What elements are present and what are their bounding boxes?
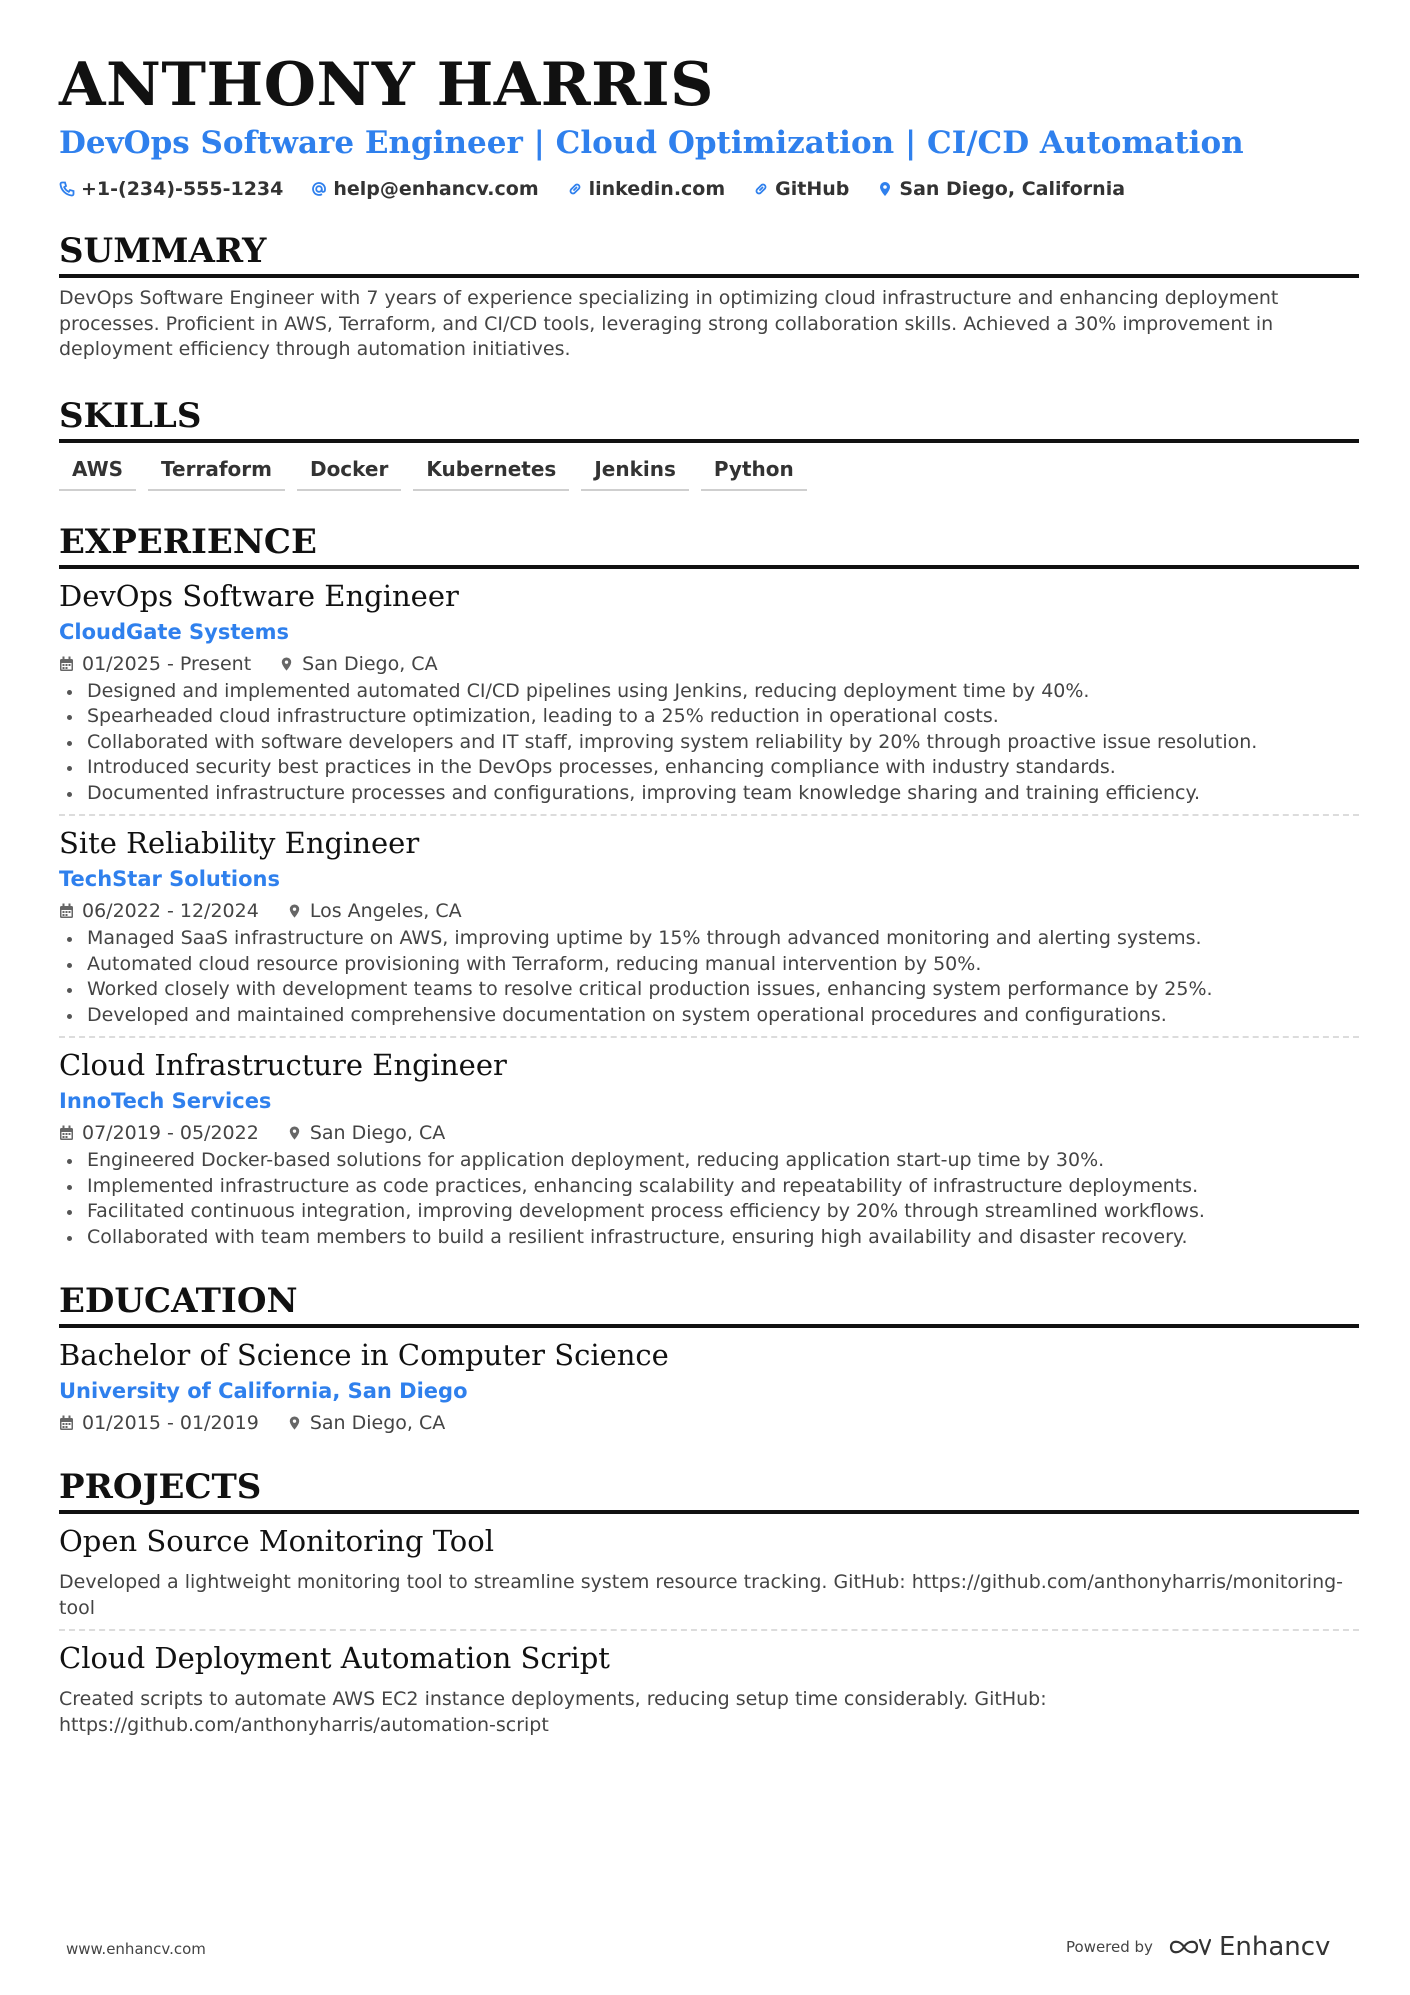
company-name: TechStar Solutions: [59, 867, 280, 891]
footer-branding: [1066, 1932, 1330, 1962]
project-entry: [59, 1522, 1359, 1621]
contact-email[interactable]: [311, 178, 538, 200]
github-text: GitHub: [775, 178, 850, 200]
location-pin-icon: [279, 656, 294, 672]
link-icon: [753, 181, 769, 197]
skill-tag: Kubernetes: [413, 457, 569, 491]
skill-tag: AWS: [59, 457, 136, 491]
projects-heading: PROJECTS: [59, 1466, 1359, 1514]
job-title: Cloud Infrastructure Engineer: [59, 1048, 507, 1082]
at-icon: [311, 181, 327, 197]
bullet-item: Collaborated with team members to build a resilient infrastructure, ensuring high availability and disaster recovery.: [59, 1225, 1359, 1251]
location-text: San Diego, California: [899, 178, 1126, 200]
job-meta: [59, 1120, 1359, 1146]
education-dates: [59, 1410, 259, 1436]
project-description: Created scripts to automate AWS EC2 instance deployments, reducing setup time considerably. GitHub: https://github.com/anthonyharris/automation-script: [59, 1688, 1047, 1736]
education-location: [287, 1410, 445, 1436]
entry-divider: [59, 1629, 1359, 1631]
experience-section: [59, 521, 1359, 1251]
bullet-item: Facilitated continuous integration, improving development process efficiency by 20% through streamlined workflows.: [59, 1199, 1359, 1225]
skill-tag: Terraform: [148, 457, 285, 491]
job-location: [287, 1120, 445, 1146]
location-pin-icon: [287, 903, 302, 919]
skill-tag: Python: [701, 457, 807, 491]
bullet-item: Designed and implemented automated CI/CD pipelines using Jenkins, reducing deployment time by 40%.: [59, 679, 1359, 705]
company-name: CloudGate Systems: [59, 619, 289, 644]
job-bullets: [59, 1148, 1359, 1250]
linkedin-text: linkedin.com: [588, 178, 726, 200]
dates-text: 07/2019 - 05/2022: [82, 1122, 259, 1144]
experience-heading: EXPERIENCE: [59, 521, 1359, 569]
contact-location: [877, 178, 1125, 200]
school-name: University of California, San Diego: [59, 1379, 468, 1403]
job-title: Site Reliability Engineer: [59, 826, 420, 860]
project-description: Developed a lightweight monitoring tool to streamline system resource tracking. GitHub: https://github.com/anthonyharris/monitoring-tool: [59, 1571, 1344, 1619]
location-pin-icon: [287, 1125, 302, 1141]
summary-heading: SUMMARY: [59, 230, 1359, 278]
education-section: [59, 1280, 1359, 1436]
contact-bar: [59, 178, 1359, 200]
location-text: San Diego, CA: [302, 652, 438, 675]
contact-phone[interactable]: [59, 178, 283, 200]
bullet-item: Spearheaded cloud infrastructure optimization, leading to a 25% reduction in operational costs.: [59, 704, 1359, 730]
calendar-icon: [59, 1125, 74, 1141]
dates-text: 06/2022 - 12/2024: [82, 900, 259, 922]
entry-divider: [59, 814, 1359, 816]
company-name: InnoTech Services: [59, 1089, 272, 1113]
skill-tag: Jenkins: [581, 457, 689, 491]
location-text: Los Angeles, CA: [309, 900, 462, 922]
skills-heading: SKILLS: [59, 395, 1359, 443]
powered-by-label: Powered by: [1066, 1938, 1153, 1956]
brand-name: Enhancv: [1218, 1932, 1331, 1962]
job-dates: [59, 651, 251, 677]
contact-linkedin[interactable]: [567, 178, 726, 200]
project-title: Open Source Monitoring Tool: [59, 1524, 494, 1558]
job-meta: [59, 651, 1359, 677]
phone-text: +1-(234)-555-1234: [81, 178, 284, 200]
education-meta: [59, 1410, 1359, 1436]
job-meta: [59, 898, 1359, 924]
headline: DevOps Software Engineer | Cloud Optimization | CI/CD Automation: [59, 125, 1244, 161]
location-pin-icon: [287, 1415, 302, 1431]
calendar-icon: [59, 656, 74, 672]
skills-section: [59, 395, 1359, 491]
entry-divider: [59, 1036, 1359, 1038]
job-entry: [59, 1046, 1359, 1250]
projects-section: [59, 1466, 1359, 1738]
bullet-item: Documented infrastructure processes and configurations, improving team knowledge sharing and training efficiency.: [59, 781, 1359, 807]
brand-logo[interactable]: [1167, 1932, 1330, 1962]
job-title: DevOps Software Engineer: [59, 578, 459, 613]
job-entry: [59, 824, 1359, 1028]
job-location: [287, 898, 462, 924]
skills-list: [59, 457, 1359, 491]
bullet-item: Managed SaaS infrastructure on AWS, improving uptime by 15% through advanced monitoring and alerting systems.: [59, 926, 1359, 952]
email-text: help@enhancv.com: [333, 178, 539, 200]
project-entry: [59, 1639, 1359, 1738]
job-bullets: [59, 926, 1359, 1028]
job-location: [279, 651, 437, 677]
education-heading: EDUCATION: [59, 1280, 1359, 1328]
phone-icon: [59, 181, 75, 197]
bullet-item: Developed and maintained comprehensive documentation on system operational procedures and configurations.: [59, 1003, 1359, 1029]
dates-text: 01/2015 - 01/2019: [82, 1412, 259, 1434]
calendar-icon: [59, 1415, 74, 1431]
job-dates: [59, 1120, 259, 1146]
degree-title: Bachelor of Science in Computer Science: [59, 1338, 669, 1372]
summary-text: DevOps Software Engineer with 7 years of experience specializing in optimizing cloud infrastructure and enhancing deployment processes. Proficient in AWS, Terraform, and CI/CD tools, leveraging strong collaboration skills. Achieved a 30% improvement in deployment efficiency through automation initiatives.: [59, 287, 1279, 360]
link-icon: [567, 181, 583, 197]
education-entry: [59, 1336, 1359, 1436]
job-entry: [59, 577, 1359, 807]
resume-page: [59, 50, 1359, 1738]
footer-website[interactable]: www.enhancv.com: [66, 1940, 206, 1958]
bullet-item: Implemented infrastructure as code practices, enhancing scalability and repeatability of infrastructure deployments.: [59, 1174, 1359, 1200]
calendar-icon: [59, 903, 74, 919]
dates-text: 01/2025 - Present: [82, 652, 252, 675]
candidate-name: ANTHONY HARRIS: [59, 50, 714, 120]
bullet-item: Collaborated with software developers and IT staff, improving system reliability by 20% through proactive issue resolution.: [59, 730, 1359, 756]
job-bullets: [59, 679, 1359, 807]
summary-section: [59, 230, 1359, 363]
skill-tag: Docker: [297, 457, 401, 491]
bullet-item: Introduced security best practices in the DevOps processes, enhancing compliance with industry standards.: [59, 755, 1359, 781]
project-title: Cloud Deployment Automation Script: [59, 1641, 610, 1675]
job-dates: [59, 898, 259, 924]
location-pin-icon: [877, 181, 893, 197]
bullet-item: Worked closely with development teams to resolve critical production issues, enhancing system performance by 25%.: [59, 977, 1359, 1003]
bullet-item: Engineered Docker-based solutions for application deployment, reducing application start-up time by 30%.: [59, 1148, 1359, 1174]
location-text: San Diego, CA: [309, 1122, 446, 1144]
enhancv-logo-icon: [1167, 1936, 1211, 1958]
location-text: San Diego, CA: [309, 1412, 446, 1434]
contact-github[interactable]: [753, 178, 849, 200]
bullet-item: Automated cloud resource provisioning with Terraform, reducing manual intervention by 50%.: [59, 952, 1359, 978]
